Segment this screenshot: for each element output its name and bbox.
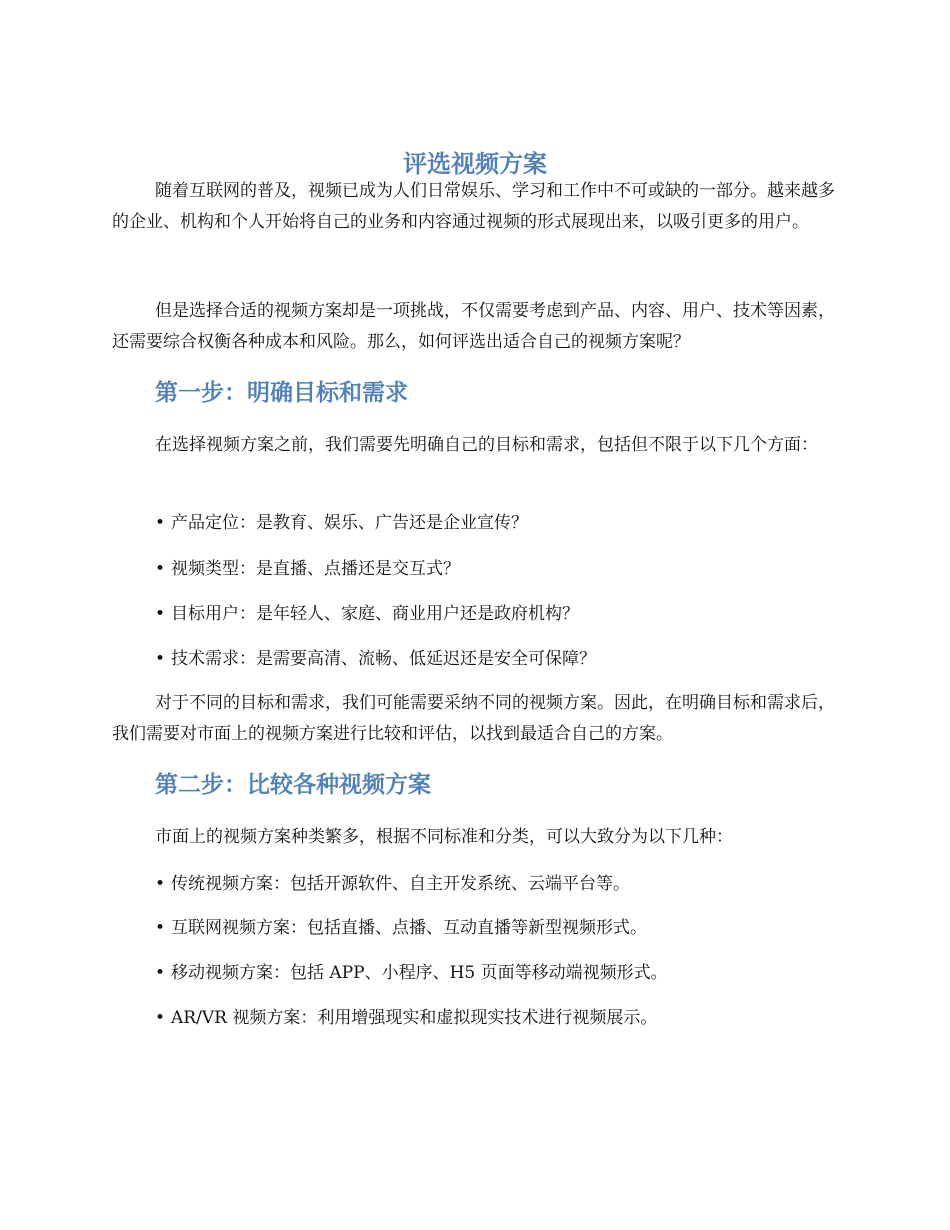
step1-closing-paragraph: 对于不同的目标和需求，我们可能需要采纳不同的视频方案。因此，在明确目标和需求后，我们需要对市面上的视频方案进行比较和评估，以找到最适合自己的方案。 bbox=[112, 693, 835, 744]
bullet-icon: • bbox=[155, 604, 166, 624]
bullet-icon: • bbox=[155, 559, 166, 579]
bullet-icon: • bbox=[155, 918, 166, 938]
step2-heading: 第二步：比较各种视频方案 bbox=[155, 772, 431, 798]
bullet-icon: • bbox=[155, 513, 166, 533]
intro-paragraph-1: 随着互联网的普及，视频已成为人们日常娱乐、学习和工作中不可或缺的一部分。越来越多的企业、机构和个人开始将自己的业务和内容通过视频的形式展现出来，以吸引更多的用户。 bbox=[112, 181, 835, 232]
list-item bbox=[155, 870, 845, 898]
list-item-text: 移动视频方案：包括 APP、小程序、H5 页面等移动端视频形式。 bbox=[171, 963, 668, 983]
list-item-text: 互联网视频方案：包括直播、点播、互动直播等新型视频形式。 bbox=[171, 918, 648, 938]
bullet-icon: • bbox=[155, 1008, 166, 1028]
bullet-icon: • bbox=[155, 874, 166, 894]
bullet-icon: • bbox=[155, 963, 166, 983]
list-item-text: 目标用户：是年轻人、家庭、商业用户还是政府机构？ bbox=[171, 604, 580, 624]
step1-lead-paragraph: 在选择视频方案之前，我们需要先明确自己的目标和需求，包括但不限于以下几个方面： bbox=[155, 435, 818, 455]
bullet-icon: • bbox=[155, 649, 166, 669]
list-item bbox=[155, 1004, 845, 1032]
list-item bbox=[155, 914, 845, 942]
list-item bbox=[155, 509, 845, 537]
step2-lead-paragraph: 市面上的视频方案种类繁多，根据不同标准和分类，可以大致分为以下几种： bbox=[155, 827, 733, 847]
list-item-text: 视频类型：是直播、点播还是交互式？ bbox=[171, 559, 461, 579]
list-item-text: 产品定位：是教育、娱乐、广告还是企业宣传？ bbox=[171, 513, 529, 533]
list-item bbox=[155, 645, 845, 673]
list-item bbox=[155, 600, 845, 628]
list-item bbox=[155, 555, 845, 583]
list-item-text: AR/VR 视频方案：利用增强现实和虚拟现实技术进行视频展示。 bbox=[171, 1008, 658, 1028]
step1-heading: 第一步：明确目标和需求 bbox=[155, 380, 408, 406]
list-item bbox=[155, 959, 845, 987]
list-item-text: 技术需求：是需要高清、流畅、低延迟还是安全可保障？ bbox=[171, 649, 597, 669]
document-title: 评选视频方案 bbox=[403, 150, 547, 178]
list-item-text: 传统视频方案：包括开源软件、自主开发系统、云端平台等。 bbox=[171, 874, 631, 894]
intro-paragraph-2: 但是选择合适的视频方案却是一项挑战，不仅需要考虑到产品、内容、用户、技术等因素，还需要综合权衡各种成本和风险。那么，如何评选出适合自己的视频方案呢？ bbox=[112, 301, 835, 352]
